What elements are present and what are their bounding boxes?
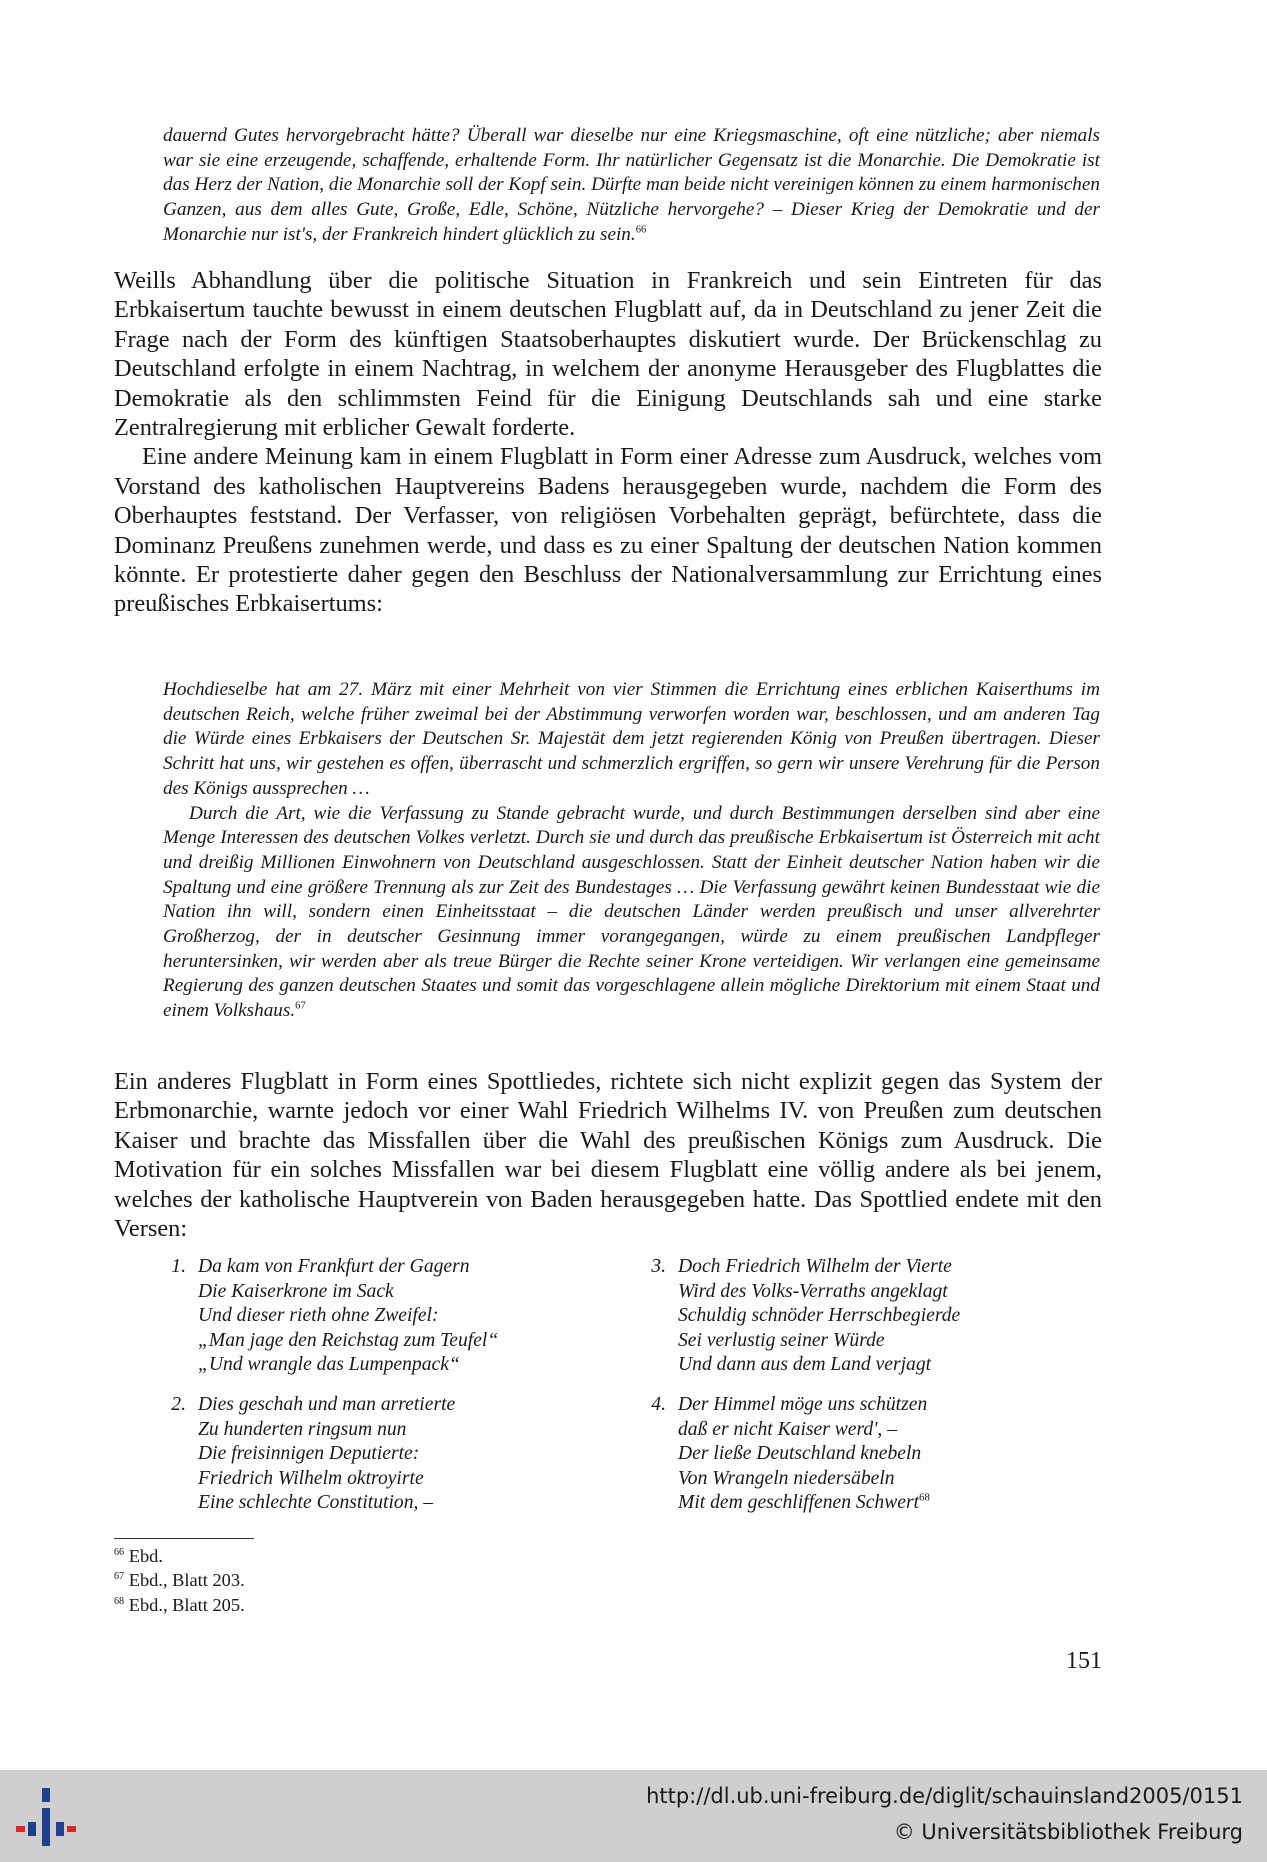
verse-line: „Und wrangle das Lumpenpack“ [198, 1354, 460, 1376]
verse-line: Mit dem geschliffenen Schwert$^{68}$ [678, 1491, 930, 1514]
verse-line: Die freisinnigen Deputierte: [198, 1443, 420, 1465]
verse-line: Wird des Volks-Verraths angeklagt [678, 1280, 948, 1302]
body-paragraph: Eine andere Meinung kam in einem Flugblatt in Form einer Adresse zum Ausdruck, welches vom Vorstand des katholischen Hauptvereins Badens herausgegeben wurde, nachdem die Form des Oberhauptes feststand. Der Verfasser, von religiösen Vorbehalten geprägt, befürchtete, dass die Dominanz Preußens zunehmen werde, und dass es zu einer Spaltung der deutschen Nation kommen könnte. Er protestierte daher gegen den Beschluss der Nationalversammlung zur Errichtung eines preußisches Erbkaisertums: [114, 443, 1102, 618]
body-paragraph: Ein anderes Flugblatt in Form eines Spottliedes, richtete sich nicht explizit gegen das System der Erbmonarchie, warnte jedoch vor einer Wahl Friedrich Wilhelms IV. von Preußen zum deutschen Kaiser und brachte das Missfallen über die Wahl des preußischen Königs zum Ausdruck. Die Motivation für ein solches Missfallen war bei diesem Flugblatt eine völlig andere als bei jenem, welches der katholische Hauptverein von Baden herausgegeben hatte. Das Spottlied endete mit den Versen: [114, 1068, 1102, 1243]
verse-line: Die Kaiserkrone im Sack [198, 1280, 394, 1302]
verse-line: Schuldig schnöder Herrschbegierde [678, 1305, 961, 1327]
footnote: $^{66}$ Ebd. [114, 1546, 163, 1566]
block-quote-top [163, 124, 1100, 248]
copyright-notice: © Universitätsbibliothek Freiburg [893, 1820, 1243, 1844]
verse-line: Von Wrangeln niedersäbeln [678, 1467, 895, 1489]
verse-line: Dies geschah und man arretierte [198, 1394, 456, 1415]
verse-line: Der Himmel möge uns schützen [678, 1394, 928, 1415]
footnote-number: 67 [114, 1571, 125, 1583]
footnote: $^{68}$ Ebd., Blatt 205. [114, 1594, 245, 1615]
verse-line: „Man jage den Reichstag zum Teufel“ [198, 1329, 499, 1351]
footnote-divider [114, 1538, 254, 1539]
quote-paragraph: Durch die Art, wie die Verfassung zu Stande gebracht wurde, und durch Bestimmungen derselben sind aber eine Menge Interessen des deutschen Volkes verletzt. Durch sie und durch das preußische Erbkaisertum ist Österreich mit acht und dreißig Millionen Einwohnern von Deutschland ausgeschlossen. Statt der Einheit deutscher Nation haben wir die Spaltung und eine größere Trennung als zur Zeit des Bundestages … Die Verfassung gewährt keinen Bundesstaat wie die Nation ihn will, sondern einen Einheitsstaat – die deutschen Länder werden preußisch und unser allverehrter Großherzog, der in deutscher Gesinnung immer vorangegangen, würde zu einem preußischen Landpfleger heruntersinken, wir werden aber als treue Bürger die Rechte seiner Krone verteidigen. Wir verlangen eine gemeinsame Regierung des ganzen deutschen Staates und somit das vorgeschlagene allein mögliche Direktorium mit einem Staat und einem Volkshaus.$^{67}$ [163, 802, 1100, 1022]
verse-number: 1. [171, 1256, 186, 1277]
footnote-ref[interactable]: 68 [919, 1491, 930, 1504]
verse-number: 4. [651, 1394, 666, 1415]
quote-paragraph: dauernd Gutes hervorgebracht hätte? Überall war dieselbe nur eine Kriegsmaschine, oft eine nützliche; aber niemals war sie eine erzeugende, schaffende, erhaltende Form. Ihr natürlicher Gegensatz ist die Monarchie. Die Demokratie ist das Herz der Nation, die Monarchie soll der Kopf sein. Dürfte man beide nicht vereinigen können zu einem harmonischen Ganzen, aus dem alles Gute, Große, Edle, Schöne, Nützliche hervorgehe? – Dieser Krieg der Demokratie und der Monarchie nur ist's, der Frankreich hindert glücklich zu sein.$^{66}$ [163, 125, 1100, 245]
footnote-number: 66 [114, 1546, 125, 1558]
verse-line: Der ließe Deutschland knebeln [678, 1443, 922, 1465]
block-quote-middle [163, 678, 1100, 1024]
verse-line: Und dieser rieth ohne Zweifel: [198, 1305, 439, 1327]
verse-line: Sei verlustig seiner Würde [678, 1329, 885, 1351]
verse-number: 3. [651, 1256, 666, 1277]
ub-freiburg-logo-icon[interactable] [14, 1786, 80, 1852]
quote-paragraph: Hochdieselbe hat am 27. März mit einer Mehrheit von vier Stimmen die Errichtung eines erblichen Kaiserthums im deutschen Reich, welche früher zweimal bei der Abstimmung verworfen worden war, beschlossen, und am anderen Tag die Würde eines Erbkaisers der Deutschen Sr. Majestät dem jetzt regierenden König von Preußen übertragen. Dieser Schritt hat uns, wir gestehen es offen, überrascht und schmerzlich ergriffen, so gern wir unsere Verehrung für die Person des Königs aussprechen … [163, 679, 1100, 799]
footnote-ref[interactable]: 67 [295, 1000, 306, 1012]
footnote: $^{67}$ Ebd., Blatt 203. [114, 1570, 245, 1591]
viewer-footer [0, 1770, 1267, 1862]
footnote-number: 68 [114, 1595, 125, 1607]
verse-line: Eine schlechte Constitution, – [198, 1492, 434, 1514]
verse-line: Und dann aus dem Land verjagt [678, 1354, 932, 1376]
verse-line: Doch Friedrich Wilhelm der Vierte [678, 1256, 952, 1277]
footnote-ref[interactable]: 66 [635, 224, 647, 236]
page-url-link[interactable]: http://dl.ub.uni-freiburg.de/diglit/schauinsland2005/0151 [646, 1784, 1243, 1808]
body-text-1 [114, 266, 1102, 619]
verse-line: Zu hunderten ringsum nun [198, 1418, 407, 1440]
body-paragraph: Weills Abhandlung über die politische Situation in Frankreich und sein Eintreten für das Erbkaisertum tauchte bewusst in einem deutschen Flugblatt auf, da in Deutschland zu jener Zeit die Frage nach der Form des künftigen Staatsoberhauptes diskutiert wurde. Der Brückenschlag zu Deutschland erfolgte in einem Nachtrag, in welchem der anonyme Herausgeber des Flugblattes die Demokratie als den schlimmsten Feind für die Einigung Deutschlands sah und eine starke Zentralregierung mit erblicher Gewalt forderte. [114, 267, 1102, 442]
verse-number: 2. [171, 1394, 186, 1415]
verse-line: Da kam von Frankfurt der Gagern [198, 1256, 470, 1277]
verse-line: daß er nicht Kaiser werd', – [678, 1418, 897, 1440]
verse-line: Friedrich Wilhelm oktroyirte [198, 1467, 424, 1489]
page-number: 151 [1066, 1648, 1102, 1674]
body-text-2 [114, 1067, 1102, 1243]
footnotes [114, 1544, 245, 1617]
